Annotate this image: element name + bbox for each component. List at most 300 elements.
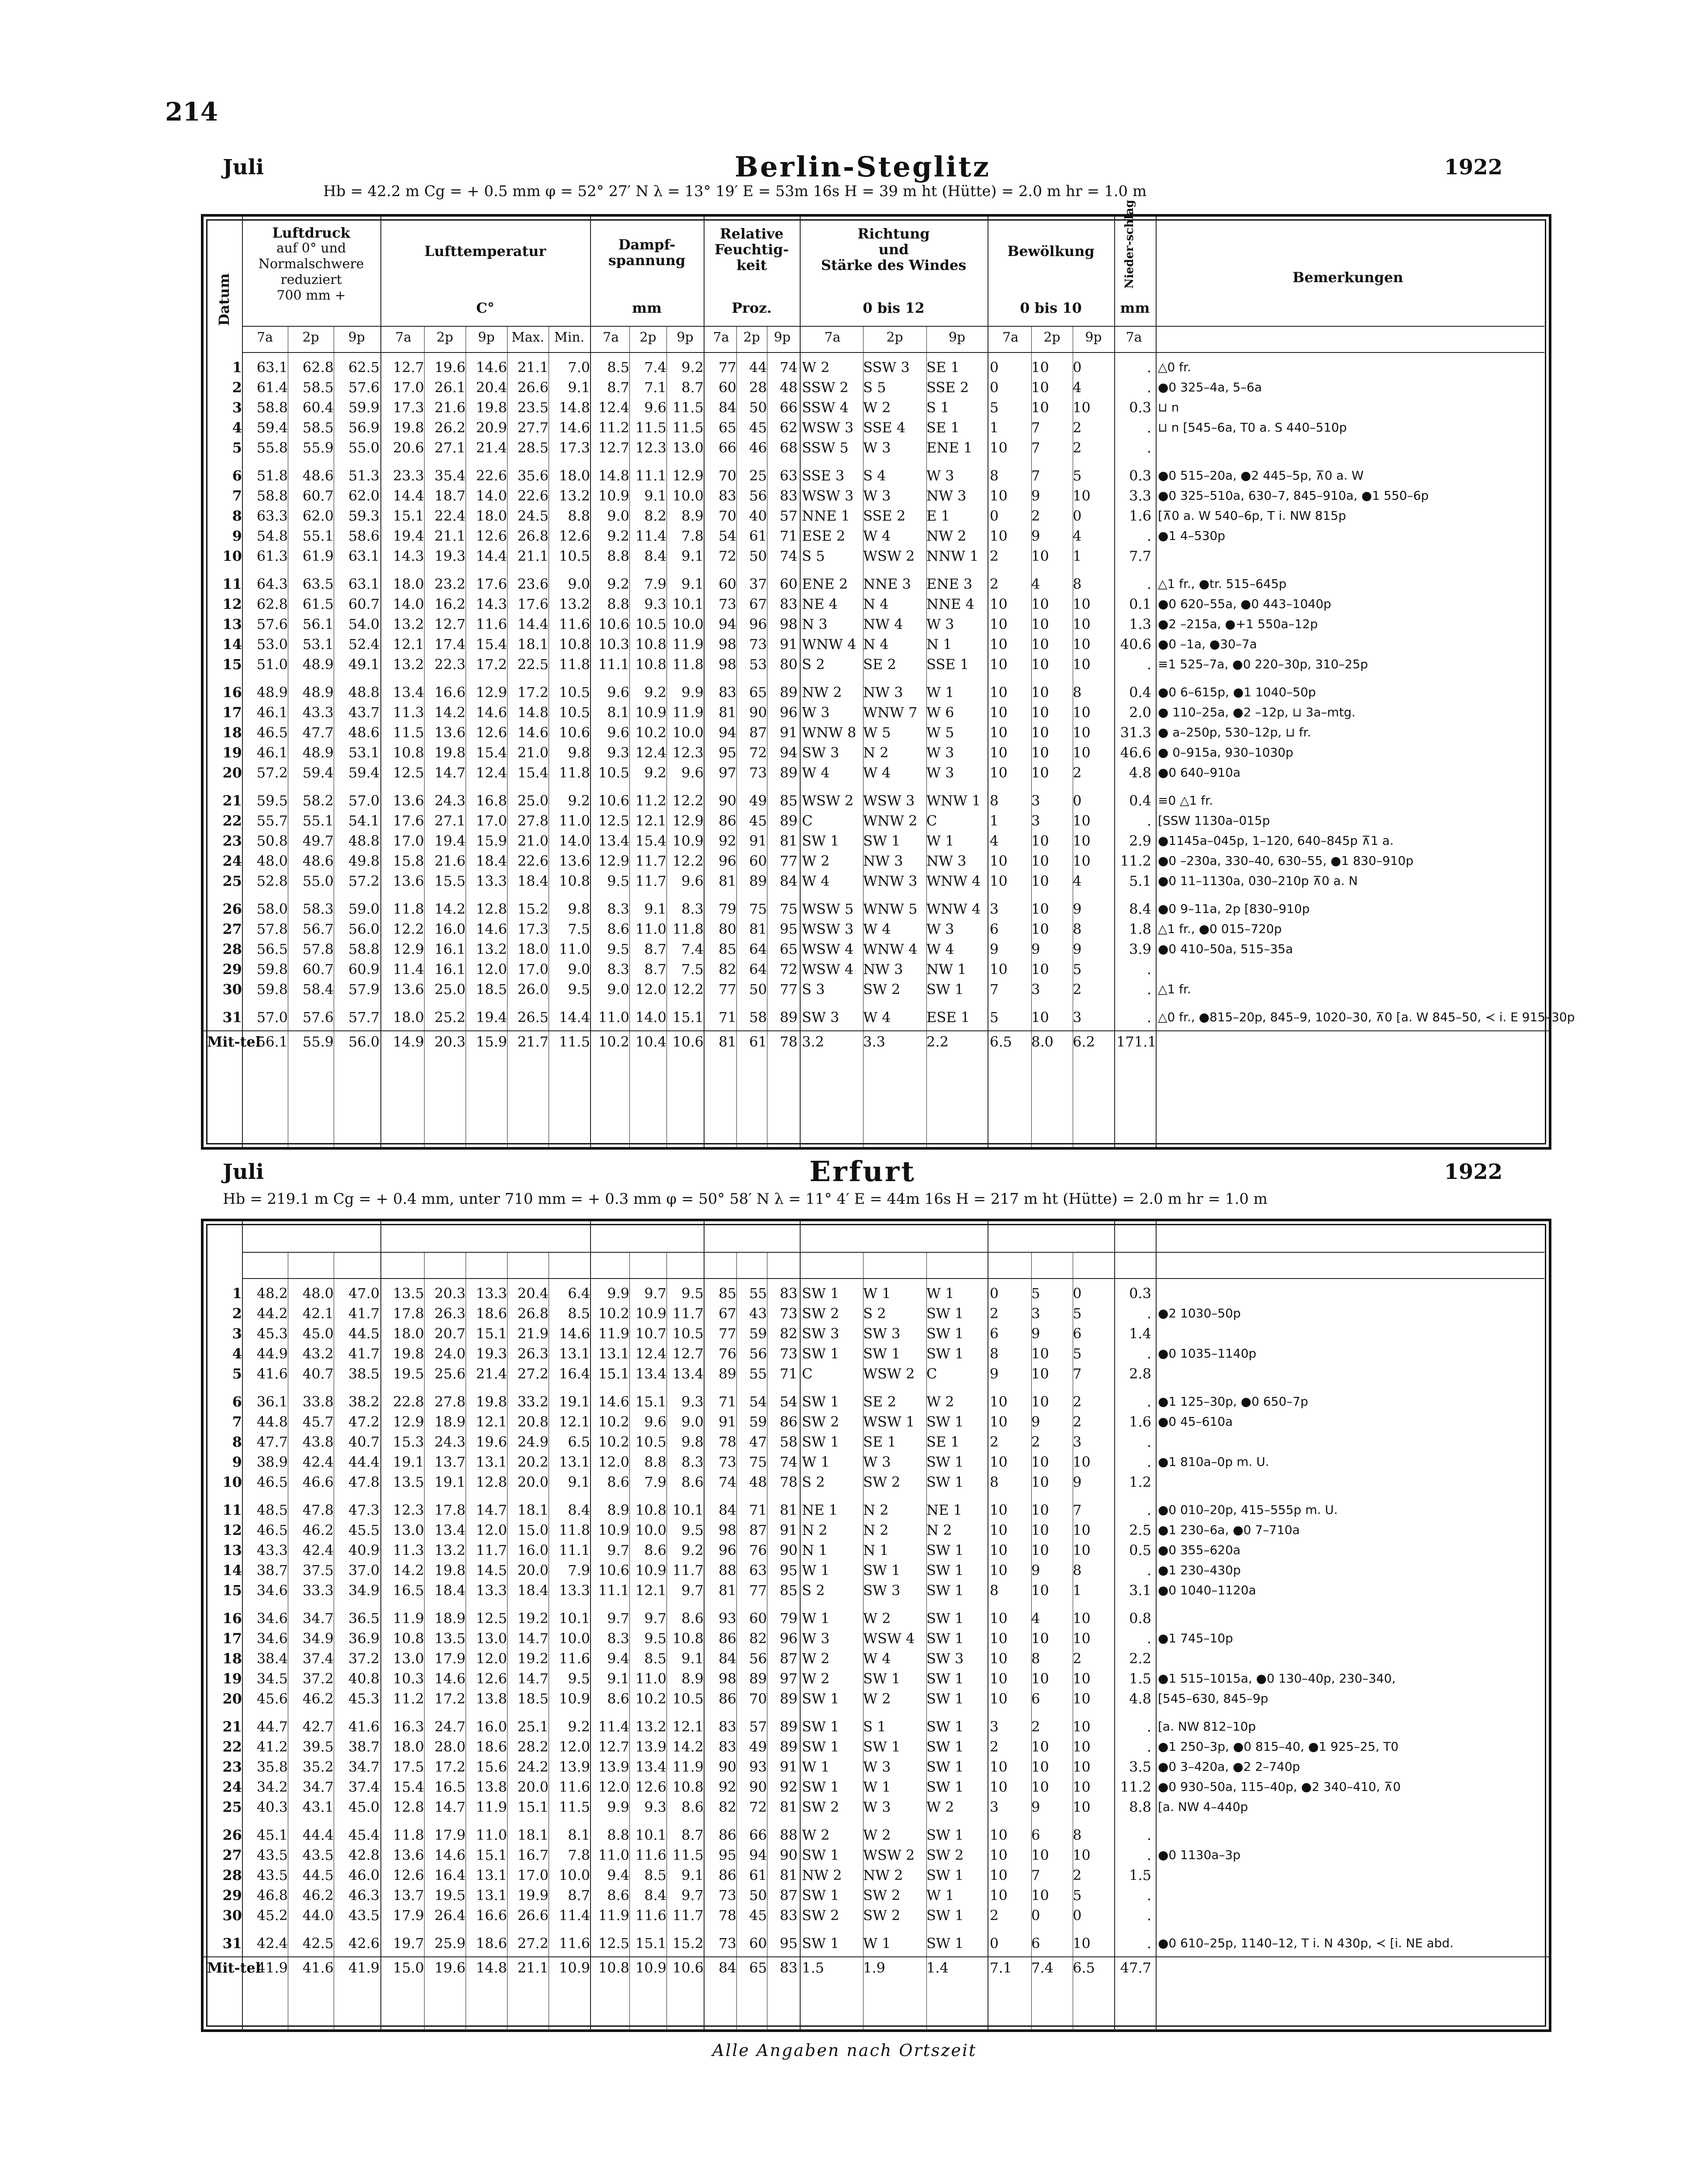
value-cell: 82 (780, 1325, 798, 1342)
value-cell: 9.2 (644, 764, 667, 781)
value-cell: 45.2 (256, 1907, 288, 1924)
value-cell: NE 4 (802, 596, 838, 612)
value-cell: 0.5 (1129, 1542, 1151, 1559)
remark-cell: ●1 4–530p (1158, 529, 1226, 543)
value-cell: 25 (749, 467, 767, 484)
value-cell: 11.5 (559, 1033, 590, 1050)
value-cell: 18.4 (517, 1582, 549, 1599)
value-cell: 22.5 (517, 656, 549, 673)
value-cell: 16.4 (434, 1867, 466, 1883)
value-cell: 4 (1031, 1610, 1040, 1627)
value-cell: 6.5 (1073, 1959, 1095, 1976)
value-cell: 48.9 (302, 744, 334, 761)
value-cell: 12.7 (393, 359, 424, 376)
value-cell: 15.4 (635, 833, 667, 849)
value-cell: 74 (780, 548, 798, 564)
value-cell: NW 2 (863, 1867, 903, 1883)
value-cell: 11.8 (672, 656, 704, 673)
value-cell: 77 (749, 1582, 767, 1599)
value-cell: 13.1 (598, 1345, 629, 1362)
value-cell: 12.0 (476, 1522, 507, 1538)
value-cell: 98 (718, 1670, 736, 1687)
value-cell: 10 (1031, 1582, 1049, 1599)
value-cell: 12.0 (598, 1779, 629, 1795)
value-cell: 37.0 (348, 1562, 380, 1579)
value-cell: 14.7 (517, 1630, 549, 1647)
value-cell: 34.7 (348, 1759, 380, 1775)
value-cell: 9.1 (644, 487, 667, 504)
value-cell: W 5 (926, 724, 954, 741)
value-cell: 2 (1073, 1393, 1082, 1410)
day-cell: 30 (222, 1907, 242, 1924)
value-cell: 6.5 (568, 1434, 590, 1450)
value-cell: 54 (718, 528, 736, 544)
value-cell: 10 (990, 596, 1008, 612)
value-cell: 0.3 (1129, 467, 1151, 484)
value-cell: 10 (1031, 1630, 1049, 1647)
value-cell: 64 (749, 961, 767, 978)
table-row (204, 575, 1549, 593)
value-cell: 26.2 (434, 419, 466, 436)
value-cell: 9.5 (681, 1522, 704, 1538)
value-cell: 10 (1073, 724, 1091, 741)
value-cell: 20.4 (476, 379, 507, 396)
value-cell: ENE 3 (926, 576, 973, 592)
value-cell: 25.6 (434, 1365, 466, 1382)
value-cell: 10 (1031, 636, 1049, 653)
value-cell: 72 (749, 744, 767, 761)
value-cell: 39.5 (302, 1738, 334, 1755)
value-cell: 81 (780, 1867, 798, 1883)
value-cell: 46.1 (256, 744, 288, 761)
value-cell: 20.8 (517, 1413, 549, 1430)
value-cell: 90 (749, 1779, 767, 1795)
value-cell: 15.1 (672, 1009, 704, 1026)
remark-cell: ●0 515–20a, ●2 445–5p, ⊼0 a. W (1158, 468, 1364, 483)
value-cell: 10.6 (672, 1959, 704, 1976)
value-cell: 13.2 (559, 487, 590, 504)
dampfspannung-header: spannung (608, 252, 686, 269)
value-cell: ENE 1 (926, 439, 973, 456)
value-cell: S 5 (802, 548, 825, 564)
table-row (204, 1325, 1549, 1342)
value-cell: 79 (780, 1610, 798, 1627)
value-cell: 10 (990, 1867, 1008, 1883)
table-row (204, 487, 1549, 505)
value-cell: 6 (990, 921, 999, 937)
value-cell: 14.8 (517, 704, 549, 721)
value-cell: 8.6 (681, 1799, 704, 1815)
value-cell: 8.3 (681, 1454, 704, 1470)
value-cell: 16.6 (476, 1907, 507, 1924)
table-row (204, 1630, 1549, 1647)
value-cell: 10.0 (559, 1630, 590, 1647)
table-row (204, 1650, 1549, 1667)
value-cell: 11.7 (635, 853, 667, 869)
value-cell: 60 (749, 1935, 767, 1952)
value-cell: 18.7 (434, 487, 466, 504)
value-cell: 58.5 (302, 419, 334, 436)
station-constants: Hb = 219.1 m Cg = + 0.4 mm, unter 710 mm = + 0.3 mm φ = 50° 58′ N λ = 11° 4′ E = 44m 16s H = 217 m ht (Hütte) = 2.0 m hr = 1.0 m (223, 1190, 1268, 1208)
value-cell: 10 (1031, 359, 1049, 376)
value-cell: NE 1 (802, 1502, 838, 1518)
value-cell: 10 (990, 744, 1008, 761)
value-cell: 10 (990, 439, 1008, 456)
value-cell: 60.7 (302, 961, 334, 978)
value-cell: 37 (749, 576, 767, 592)
remark-cell: ●0 930–50a, 115–40p, ●2 340–410, ⊼0 (1158, 1780, 1401, 1794)
value-cell: 44.0 (302, 1907, 334, 1924)
value-cell: 17.3 (393, 399, 424, 416)
value-cell: 78 (780, 1474, 798, 1490)
value-cell: 27.8 (434, 1393, 466, 1410)
value-cell: SW 2 (863, 1887, 901, 1904)
value-cell: 0 (1073, 1285, 1082, 1302)
day-cell: 13 (222, 1542, 242, 1559)
value-cell: W 3 (926, 744, 954, 761)
value-cell: 14.6 (559, 1325, 590, 1342)
month-label: Juli (223, 1160, 264, 1184)
value-cell: 78 (780, 1033, 798, 1050)
value-cell: 9.1 (681, 1867, 704, 1883)
value-cell: W 4 (863, 528, 891, 544)
value-cell: W 3 (863, 439, 891, 456)
day-cell: 23 (222, 833, 242, 849)
value-cell: 8.3 (681, 901, 704, 917)
value-cell: 78 (718, 1434, 736, 1450)
value-cell: 10.2 (635, 1690, 667, 1707)
value-cell: S 2 (802, 1582, 825, 1599)
value-cell: 63 (780, 467, 798, 484)
value-cell: 3.3 (1129, 487, 1151, 504)
value-cell: 8.6 (607, 1690, 629, 1707)
value-cell: 8.6 (681, 1474, 704, 1490)
remark-cell: ●0 355–620a (1158, 1543, 1241, 1557)
value-cell: 6.5 (990, 1033, 1012, 1050)
value-cell: 83 (780, 487, 798, 504)
value-cell: 81 (780, 1502, 798, 1518)
value-cell: 11.8 (559, 656, 590, 673)
table-row (204, 1345, 1549, 1362)
value-cell: SW 3 (863, 1325, 901, 1342)
value-cell: 4 (1073, 873, 1082, 889)
value-cell: 10.2 (598, 1305, 629, 1322)
value-cell: N 2 (802, 1522, 828, 1538)
value-cell: 12.2 (393, 921, 424, 937)
value-cell: 56 (749, 1345, 767, 1362)
value-cell: 15.2 (672, 1935, 704, 1952)
value-cell: SW 1 (926, 1413, 964, 1430)
value-cell: 10.9 (598, 1522, 629, 1538)
value-cell: 0 (990, 1285, 999, 1302)
value-cell: SW 1 (863, 1738, 901, 1755)
value-cell: . (1147, 1847, 1151, 1863)
luftdruck-header: Normalschwere (258, 256, 364, 272)
value-cell: N 3 (802, 616, 828, 632)
value-cell: 13.8 (476, 1690, 507, 1707)
value-cell: 44.8 (256, 1413, 288, 1430)
value-cell: 9.2 (568, 1718, 590, 1735)
value-cell: 13.4 (393, 684, 424, 701)
value-cell: NW 3 (926, 853, 967, 869)
value-cell: . (1147, 1305, 1151, 1322)
value-cell: 57.6 (348, 379, 380, 396)
value-cell: 0.8 (1129, 1610, 1151, 1627)
value-cell: 58.4 (302, 981, 334, 998)
value-cell: 9.7 (607, 1610, 629, 1627)
remark-cell: ● 110–25a, ●2 –12p, ⊔ 3a–mtg. (1158, 705, 1356, 719)
value-cell: 26.6 (517, 379, 549, 396)
value-cell: 10 (1073, 636, 1091, 653)
value-cell: 77 (780, 981, 798, 998)
value-cell: 56.1 (256, 1033, 288, 1050)
column-divider (590, 217, 591, 1147)
value-cell: 58 (749, 1009, 767, 1026)
value-cell: 61.9 (302, 548, 334, 564)
subcolumn-label: Min. (554, 330, 585, 345)
value-cell: W 1 (926, 1887, 954, 1904)
value-cell: 9.6 (607, 684, 629, 701)
value-cell: W 2 (802, 1670, 830, 1687)
value-cell: 35.6 (517, 467, 549, 484)
value-cell: 14.8 (476, 1959, 507, 1976)
value-cell: WNW 1 (926, 792, 981, 809)
day-cell: 27 (222, 1847, 242, 1863)
value-cell: 14.0 (393, 596, 424, 612)
day-cell: 7 (232, 1413, 242, 1430)
value-cell: 91 (780, 724, 798, 741)
value-cell: 10 (1031, 1887, 1049, 1904)
station-header-erfurt (223, 1155, 1502, 1190)
remark-cell: ●0 45–610a (1158, 1414, 1233, 1429)
value-cell: 11.7 (672, 1907, 704, 1924)
value-cell: 35.2 (302, 1759, 334, 1775)
value-cell: 7 (1073, 1365, 1082, 1382)
table-row (204, 1501, 1549, 1519)
value-cell: 62.8 (302, 359, 334, 376)
value-cell: 89 (780, 1738, 798, 1755)
value-cell: 56.7 (302, 921, 334, 937)
value-cell: 54 (749, 1393, 767, 1410)
value-cell: SW 1 (802, 1847, 839, 1863)
table-row (204, 379, 1549, 396)
value-cell: 65 (718, 419, 736, 436)
value-cell: 57.6 (302, 1009, 334, 1026)
value-cell: 10.8 (598, 1959, 629, 1976)
value-cell: 70 (718, 508, 736, 524)
value-cell: 45 (749, 1907, 767, 1924)
value-cell: 22.3 (434, 656, 466, 673)
value-cell: 11.1 (559, 1542, 590, 1559)
value-cell: 83 (718, 487, 736, 504)
value-cell: 9.1 (644, 901, 667, 917)
value-cell: 12.0 (559, 1738, 590, 1755)
value-cell: 59.9 (348, 399, 380, 416)
value-cell: 16.5 (393, 1582, 424, 1599)
wind-unit-header: 0 bis 12 (863, 300, 925, 316)
value-cell: 7.9 (644, 1474, 667, 1490)
value-cell: 10.8 (393, 1630, 424, 1647)
value-cell: 2 (990, 1738, 999, 1755)
value-cell: 59 (749, 1413, 767, 1430)
value-cell: 11.0 (635, 921, 667, 937)
luftdruck-header: reduziert (280, 272, 342, 287)
value-cell: 16.1 (434, 961, 466, 978)
value-cell: 11.2 (1120, 1779, 1151, 1795)
value-cell: 12.7 (672, 1345, 704, 1362)
value-cell: 14.3 (393, 548, 424, 564)
value-cell: 6.2 (1073, 1033, 1095, 1050)
day-cell: 25 (222, 1799, 242, 1815)
bewoelkung-header: Bewölkung (1007, 243, 1095, 259)
value-cell: 89 (780, 684, 798, 701)
value-cell: 4.8 (1129, 1690, 1151, 1707)
remark-cell: ●1 230–6a, ●0 7–710a (1158, 1523, 1300, 1537)
value-cell: W 4 (802, 873, 830, 889)
dampf-unit-header: mm (632, 300, 662, 316)
value-cell: 15.6 (476, 1759, 507, 1775)
value-cell: 1.5 (802, 1959, 824, 1976)
column-divider (800, 217, 801, 1147)
value-cell: . (1147, 1887, 1151, 1904)
station-header-berlin (223, 151, 1502, 186)
subcolumn-label: 7a (824, 330, 841, 345)
value-cell: 10 (1073, 1779, 1091, 1795)
value-cell: 9.5 (568, 1670, 590, 1687)
value-cell: 37.5 (302, 1562, 334, 1579)
value-cell: SW 2 (802, 1907, 839, 1924)
value-cell: 34.7 (302, 1610, 334, 1627)
value-cell: 11.5 (635, 419, 667, 436)
value-cell: 45.5 (348, 1522, 380, 1538)
value-cell: 18.0 (393, 1009, 424, 1026)
value-cell: 19.8 (434, 744, 466, 761)
value-cell: 63.5 (302, 576, 334, 592)
value-cell: 10 (990, 1690, 1008, 1707)
value-cell: 11.5 (393, 724, 424, 741)
value-cell: 42.5 (302, 1935, 334, 1952)
value-cell: 11.4 (393, 961, 424, 978)
value-cell: NW 2 (802, 1867, 842, 1883)
value-cell: 10 (1031, 1502, 1049, 1518)
value-cell: N 2 (863, 1522, 889, 1538)
value-cell: WSW 2 (863, 1365, 915, 1382)
value-cell: 48 (780, 379, 798, 396)
value-cell: . (1147, 1562, 1151, 1579)
value-cell: 9 (1031, 1325, 1040, 1342)
table-row (204, 981, 1549, 998)
day-cell: 21 (222, 792, 242, 809)
value-cell: 10.5 (559, 684, 590, 701)
value-cell: . (1147, 1009, 1151, 1026)
value-cell: 83 (780, 596, 798, 612)
value-cell: 74 (780, 1454, 798, 1470)
value-cell: 11.1 (598, 1582, 629, 1599)
day-cell: 29 (222, 961, 242, 978)
value-cell: WNW 4 (926, 901, 981, 917)
value-cell: 12.4 (635, 1345, 667, 1362)
value-cell: 55 (749, 1365, 767, 1382)
value-cell: 13.0 (476, 1630, 507, 1647)
value-cell: 8 (1073, 921, 1082, 937)
remark-cell: ●1 250–3p, ●0 815–40, ●1 925–25, T0 (1158, 1739, 1399, 1754)
value-cell: 81 (718, 1582, 736, 1599)
value-cell: 18.5 (517, 1690, 549, 1707)
value-cell: 13.2 (434, 1542, 466, 1559)
value-cell: 73 (718, 1935, 736, 1952)
value-cell: 12.4 (635, 744, 667, 761)
value-cell: 41.9 (256, 1959, 288, 1976)
value-cell: 48 (749, 1474, 767, 1490)
value-cell: 9.5 (607, 941, 629, 957)
value-cell: 11.2 (393, 1690, 424, 1707)
value-cell: S 2 (863, 1305, 886, 1322)
value-cell: 10 (1073, 596, 1091, 612)
value-cell: 14.6 (517, 724, 549, 741)
value-cell: 27.1 (434, 812, 466, 829)
value-cell: 83 (718, 1718, 736, 1735)
value-cell: 10 (990, 528, 1008, 544)
remark-cell: ●0 1130a–3p (1158, 1848, 1241, 1862)
value-cell: 15.4 (393, 1779, 424, 1795)
value-cell: 2.0 (1129, 704, 1151, 721)
value-cell: 73 (718, 1887, 736, 1904)
value-cell: 12.3 (635, 439, 667, 456)
value-cell: 8.9 (681, 1670, 704, 1687)
value-cell: 5 (990, 399, 999, 416)
value-cell: 26.1 (434, 379, 466, 396)
value-cell: 3 (1073, 1434, 1082, 1450)
value-cell: 9.6 (681, 764, 704, 781)
value-cell: N 2 (863, 1502, 889, 1518)
value-cell: N 1 (802, 1542, 828, 1559)
value-cell: 12.4 (476, 764, 507, 781)
value-cell: 23.5 (517, 399, 549, 416)
remark-cell: △0 fr. (1158, 360, 1191, 374)
value-cell: 60.4 (302, 399, 334, 416)
value-cell: 10 (1073, 1522, 1091, 1538)
value-cell: 46.2 (302, 1887, 334, 1904)
value-cell: 45.3 (256, 1325, 288, 1342)
value-cell: 94 (718, 724, 736, 741)
value-cell: 5 (1073, 1887, 1082, 1904)
value-cell: 13.4 (635, 1365, 667, 1382)
value-cell: W 2 (802, 853, 830, 869)
value-cell: 94 (749, 1847, 767, 1863)
value-cell: SW 1 (802, 1779, 839, 1795)
value-cell: 8.4 (1129, 901, 1151, 917)
value-cell: 11.6 (635, 1907, 667, 1924)
value-cell: 96 (749, 616, 767, 632)
subcolumn-label: 2p (436, 330, 453, 345)
day-cell: 29 (222, 1887, 242, 1904)
value-cell: W 1 (802, 1562, 830, 1579)
value-cell: 10 (1073, 1759, 1091, 1775)
value-cell: 8.3 (607, 961, 629, 978)
value-cell: WNW 5 (863, 901, 918, 917)
value-cell: 10 (1031, 1738, 1049, 1755)
remark-cell: △0 fr., ●815–20p, 845–9, 1020–30, ⊼0 [a. W 845–50, ≺ i. E 915–30p (1158, 1010, 1575, 1024)
value-cell: 45.1 (256, 1827, 288, 1843)
value-cell: SW 1 (802, 1935, 839, 1952)
value-cell: 3.1 (1129, 1582, 1151, 1599)
value-cell: 86 (718, 1630, 736, 1647)
day-cell: 24 (222, 1779, 242, 1795)
value-cell: 8.5 (644, 1650, 667, 1667)
value-cell: S 1 (863, 1718, 886, 1735)
value-cell: 20.0 (517, 1779, 549, 1795)
value-cell: 10 (990, 1779, 1008, 1795)
